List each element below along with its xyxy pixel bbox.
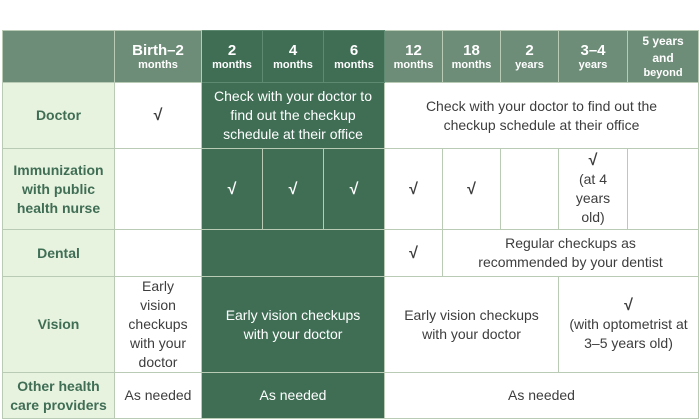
header-6-months [324, 31, 385, 83]
checkup-schedule [0, 30, 700, 419]
header-5-years-beyond [628, 31, 699, 83]
row-other [3, 373, 699, 419]
row-label-line: Other health [17, 377, 100, 394]
header-sublabel: months [334, 58, 374, 71]
vision-late-cell [559, 277, 699, 373]
row-label-dental: Dental [3, 230, 115, 277]
checkmark-icon: √ [588, 152, 598, 169]
vision-mid-cell: Early vision checkups with your doctor [385, 277, 559, 373]
doctor-later-cell: Check with your doctor to find out the checkup schedule at their office [385, 83, 699, 149]
checkmark-icon: √ [227, 180, 237, 198]
header-18-months [443, 31, 501, 83]
vision-early-cell: Early vision checkups with your doctor [202, 277, 385, 373]
header-12-months [385, 31, 443, 83]
row-immunization [3, 149, 699, 230]
header-2-years [501, 31, 559, 83]
row-dental [3, 230, 699, 277]
dental-12m-cell [385, 230, 443, 277]
checkmark-icon: √ [467, 180, 476, 198]
header-sublabel: months [393, 58, 434, 71]
header-sublabel: beyond [643, 67, 683, 79]
vision-note: (with optometrist at 3–5 years old) [569, 316, 688, 351]
immunization-4m-cell [263, 149, 324, 230]
row-label-other [3, 373, 115, 419]
header-2-months [202, 31, 263, 83]
immunization-2m-cell [202, 149, 263, 230]
immunization-6m-cell [324, 149, 385, 230]
header-3-4-years [559, 31, 628, 83]
row-doctor [3, 83, 699, 149]
header-sublabel: months [138, 58, 178, 71]
other-later-cell: As needed [385, 373, 699, 419]
other-birth-cell: As needed [115, 373, 202, 419]
header-sublabel: years [578, 58, 608, 71]
row-label-vision: Vision [3, 277, 115, 373]
header-label: Birth–2 [132, 41, 184, 59]
checkmark-icon: √ [349, 180, 359, 198]
header-label: 12 [405, 41, 422, 59]
row-label-line: health nurse [16, 199, 101, 216]
header-label: 3–4 [580, 41, 606, 59]
header-label: 2 [227, 41, 237, 59]
header-sublabel: years [515, 58, 544, 71]
immunization-12m-cell [385, 149, 443, 230]
doctor-birth-cell [115, 83, 202, 149]
header-4-months [263, 31, 324, 83]
other-early-cell: As needed [202, 373, 385, 419]
header-label: 5 years and [642, 34, 684, 65]
checkmark-icon: √ [153, 107, 163, 124]
checkup-schedule-table [2, 30, 699, 419]
dental-early-cell [202, 230, 385, 277]
checkmark-icon: √ [409, 180, 418, 198]
row-label-line: care providers [10, 396, 107, 413]
row-label-immunization [3, 149, 115, 230]
header-label: 6 [349, 41, 359, 59]
checkmark-icon: √ [624, 297, 633, 314]
immunization-birth-cell [115, 149, 202, 230]
row-label-doctor: Doctor [3, 83, 115, 149]
header-sublabel: months [273, 58, 313, 71]
header-label: 4 [288, 41, 298, 59]
checkmark-icon: √ [288, 180, 298, 198]
header-sublabel: months [451, 58, 492, 71]
header-label: 2 [525, 41, 534, 59]
header-label: 18 [463, 41, 480, 59]
checkmark-icon: √ [409, 244, 418, 262]
dental-birth-cell [115, 230, 202, 277]
vision-birth-cell: Early vision checkups with your doctor [115, 277, 202, 373]
row-vision [3, 277, 699, 373]
row-label-line: Immunization [13, 161, 104, 178]
doctor-early-cell: Check with your doctor to find out the checkup schedule at their office [202, 83, 385, 149]
dental-later-cell: Regular checkups as recommended by your dentist [443, 230, 699, 277]
immunization-note: (at 4 years old) [575, 171, 611, 225]
header-corner [3, 31, 115, 83]
immunization-18m-cell [443, 149, 501, 230]
immunization-3-4y-cell [559, 149, 628, 230]
header-row [3, 31, 699, 83]
header-birth-2-months [115, 31, 202, 83]
immunization-5y-cell [628, 149, 699, 230]
immunization-2y-cell [501, 149, 559, 230]
header-sublabel: months [212, 58, 252, 71]
row-label-line: with public [21, 180, 96, 197]
